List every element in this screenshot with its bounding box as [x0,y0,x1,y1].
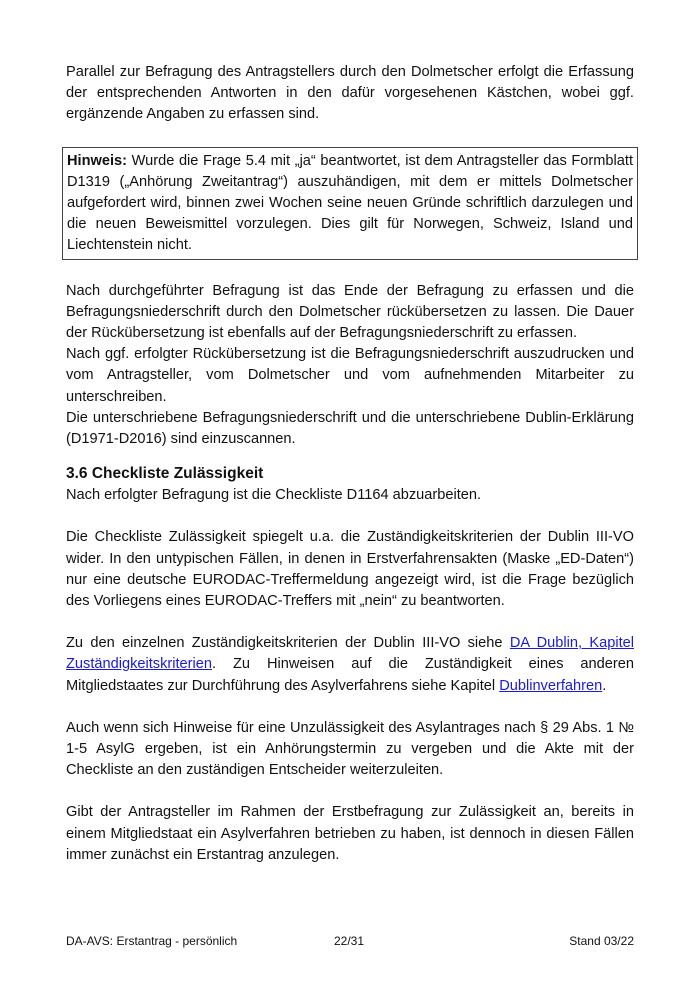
note-box [62,147,638,260]
section-heading: 3.6 Checkliste Zulässigkeit [66,465,264,483]
link-da-dublin[interactable]: DA Dublin, Kapitel Zuständigkeitskriterien [66,635,634,673]
footer-page-number: 22/31 [334,934,365,948]
footer-document-title: DA-AVS: Erstantrag - persönlich [66,934,238,948]
paragraph-checkliste: Die Checkliste Zulässigkeit spiegelt u.a. die Zuständigkeitskriterien der Dublin III-VO wider. In den untypischen Fällen, in denen in Erstverfahrensakten (Maske „ED-Daten“) nur eine deutsche EURODAC-Treffermeldung angezeigt wird, ist die Frage bezüglich des Vorliegens eines EURODAC-Treffers mit „nein“ zu beantworten. [66,529,634,610]
note-label: Hinweis: [67,152,128,169]
section-first-line: Nach erfolgter Befragung ist die Checkliste D1164 abzuarbeiten. [66,487,482,504]
note-paragraph [63,151,637,257]
footer-version: Stand 03/22 [569,934,634,948]
paragraph-unzulaessigkeit: Auch wenn sich Hinweise für eine Unzulässigkeit des Asylantrages nach § 29 Abs. 1 № 1-5 AsylG ergeben, ist ein Anhörungstermin zu vergeben und die Akte mit der Checkliste an den zuständigen Entscheider weiterzuleiten. [66,719,634,779]
paragraph-erstantrag: Gibt der Antragsteller im Rahmen der Erstbefragung zur Zulässigkeit an, bereits in einem Mitgliedstaat ein Asylverfahren betrieben zu haben, ist dennoch in diesen Fällen immer zunächst ein Erstantrag anzulegen. [66,804,634,863]
intro-paragraph: Parallel zur Befragung des Antragstellers durch den Dolmetscher erfolgt die Erfassung der entsprechenden Antworten in den dafür vorgesehenen Kästchen, wobei ggf. ergänzende Angaben zu erfassen sind. [66,64,634,123]
document-body [66,62,634,866]
paragraph-einscannen: Die unterschriebene Befragungsniederschrift und die unterschriebene Dublin-Erklärung (D1971-D2016) sind einzuscannen. [66,409,634,448]
paragraph-ausdrucken: Nach ggf. erfolgter Rückübersetzung ist die Befragungsniederschrift auszudrucken und vom Antragsteller, vom Dolmetscher und vom aufnehmenden Mitarbeiter zu unterschreiben. [66,346,634,405]
paragraph-links [66,633,634,697]
link-dublinverfahren[interactable]: Dublinverfahren [499,677,603,694]
text-segment: . [602,677,607,694]
text-segment: . Zu Hinweisen auf die Zuständigkeit eines anderen Mitgliedstaates zur Durchführung des Asylverfahrens siehe Kapitel [66,656,634,694]
text-segment: Zu den einzelnen Zuständigkeitskriterien der Dublin III-VO siehe [66,635,510,652]
note-text: Wurde die Frage 5.4 mit „ja“ beantwortet, ist dem Antragsteller das Formblatt D1319 („Anhörung Zweitantrag“) auszuhändigen, mit dem er mittels Dolmetscher aufgefordert wird, binnen zwei Wochen seine neuen Gründe schriftlich darzulegen und die neuen Beweismittel vorzulegen. Dies gilt für Norwegen, Schweiz, Island und Liechtenstein nicht. [67,152,633,254]
paragraph-befragung-ende: Nach durchgeführter Befragung ist das Ende der Befragung zu erfassen und die Befragungsniederschrift durch den Dolmetscher rückübersetzen zu lassen. Die Dauer der Rückübersetzung ist ebenfalls auf der Befragungsniederschrift zu erfassen. [66,282,634,342]
